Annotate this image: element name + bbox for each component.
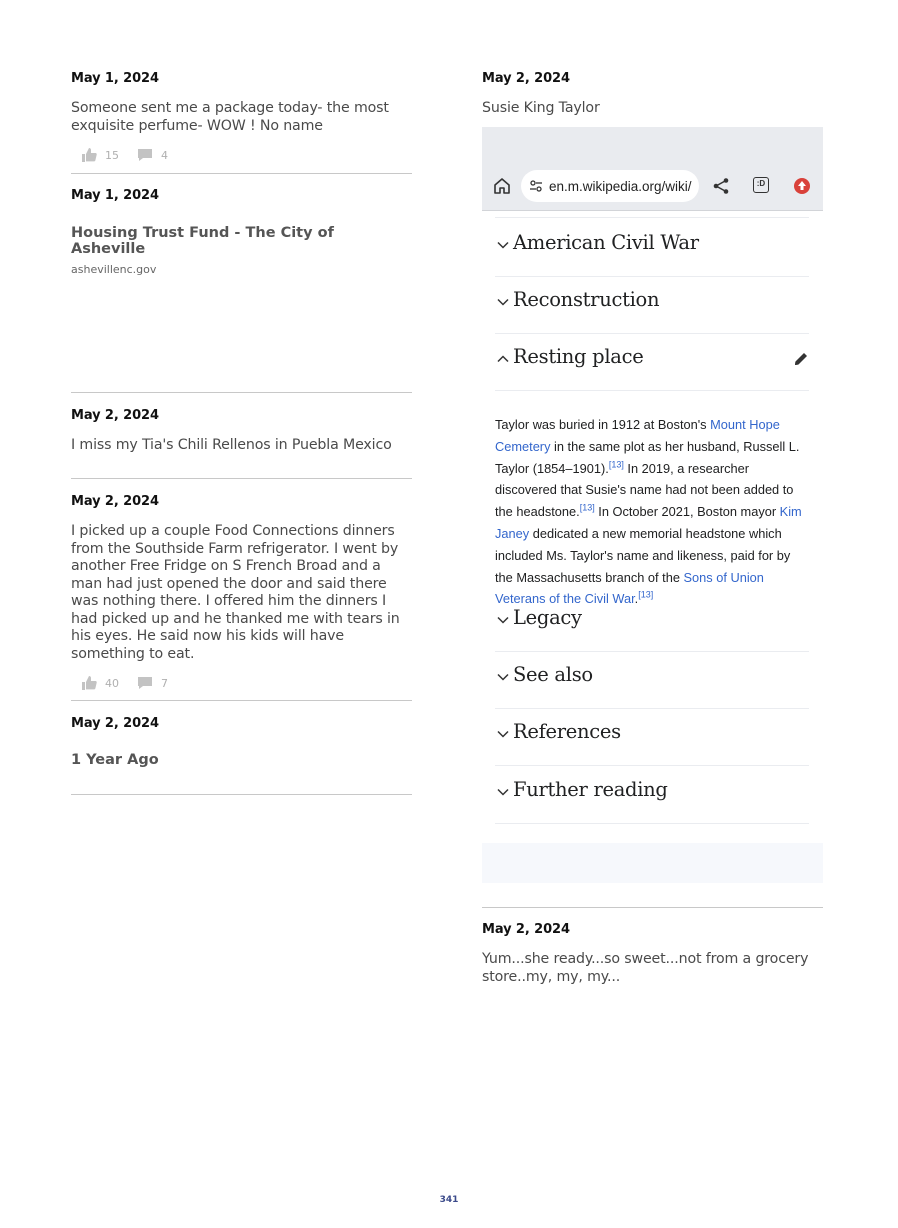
post-perfume — [71, 71, 412, 163]
paragraph-text: In 2019, a researcher discovered that Susie's name had not been added to the headstone. — [495, 460, 794, 520]
post-food-connections — [71, 494, 412, 691]
share-icon[interactable] — [712, 177, 730, 195]
page-number: 341 — [439, 1195, 459, 1205]
comment-icon[interactable] — [137, 675, 153, 691]
section-american-civil-war[interactable] — [495, 219, 809, 277]
post-text: I picked up a couple Food Connections dinners from the Southside Farm refrigerator. I went by another Free Fridge on S French Broad and a man had just opened the door and said there was nothing there. I offered him the dinners I had picked up and he thanked me with tears in his eyes. He said now his kids will have something to eat. — [71, 523, 400, 662]
tune-icon[interactable] — [529, 179, 543, 193]
divider — [71, 392, 412, 393]
post-date: May 2, 2024 — [71, 716, 159, 731]
address-bar[interactable] — [521, 170, 699, 202]
section-see-also[interactable] — [495, 651, 809, 709]
section-further-reading[interactable] — [495, 766, 809, 824]
chevron-down-icon — [497, 239, 509, 251]
link-domain: ashevillenc.gov — [71, 263, 157, 276]
paragraph-text: in the same plot as her husband, Russell L. Taylor (1854–1901). — [495, 438, 800, 476]
post-date: May 2, 2024 — [482, 71, 570, 86]
post-memory — [71, 716, 412, 768]
resting-place-paragraph — [495, 414, 809, 610]
section-title: Resting place — [513, 345, 644, 368]
section-title: Further reading — [513, 778, 668, 801]
chevron-up-icon — [497, 353, 509, 365]
reference-link[interactable]: [13] — [638, 590, 654, 601]
post-date: May 1, 2024 — [71, 71, 159, 86]
link-mount-hope-cemetery[interactable]: Mount Hope Cemetery — [495, 417, 780, 454]
thumbs-up-icon[interactable] — [81, 147, 97, 163]
paragraph-text: . — [634, 591, 639, 607]
post-text: Someone sent me a package today- the most exquisite perfume- WOW ! No name — [71, 100, 389, 134]
section-title: References — [513, 720, 621, 743]
post-date: May 1, 2024 — [71, 188, 159, 203]
browser-toolbar — [482, 127, 823, 211]
link-title[interactable]: Housing Trust Fund - The City of Asheville — [71, 225, 334, 257]
post-yum — [482, 922, 823, 986]
link-title[interactable]: 1 Year Ago — [71, 752, 159, 768]
post-text: I miss my Tia's Chili Rellenos in Puebla Mexico — [71, 437, 392, 453]
chevron-down-icon — [497, 671, 509, 683]
chevron-down-icon — [497, 728, 509, 740]
chevron-down-icon — [497, 786, 509, 798]
like-count: 40 — [105, 676, 119, 690]
post-chili-rellenos — [71, 408, 412, 455]
section-title: See also — [513, 663, 593, 686]
post-date: May 2, 2024 — [71, 408, 159, 423]
post-stats — [81, 147, 412, 163]
divider — [482, 907, 823, 908]
page-footer-band — [482, 843, 823, 883]
chevron-down-icon — [497, 614, 509, 626]
paragraph-text: In October 2021, Boston mayor — [594, 504, 780, 520]
home-icon[interactable] — [493, 177, 511, 195]
section-legacy[interactable] — [495, 594, 809, 652]
paragraph-text: Taylor was buried in 1912 at Boston's — [495, 417, 711, 432]
paragraph-text: dedicated a new memorial headstone which included Ms. Taylor's name and likeness, paid for by the Massachusetts branch of the — [495, 525, 791, 585]
comment-count: 7 — [161, 676, 168, 690]
post-date: May 2, 2024 — [71, 494, 159, 509]
url-text: en.m.wikipedia.org/wiki/ — [549, 178, 692, 194]
divider — [495, 217, 809, 218]
section-reconstruction[interactable] — [495, 276, 809, 334]
like-count: 15 — [105, 148, 119, 162]
upload-icon[interactable] — [793, 177, 811, 195]
link-sons-of-union-veterans[interactable]: Sons of Union Veterans of the Civil War — [495, 569, 764, 607]
post-text: Yum...she ready...so sweet...not from a grocery store..my, my, my... — [482, 951, 809, 985]
section-title: American Civil War — [513, 231, 699, 254]
thumbs-up-icon[interactable] — [81, 675, 97, 691]
section-title: Legacy — [513, 606, 582, 629]
post-date: May 2, 2024 — [482, 922, 570, 937]
post-susie-king-taylor — [482, 71, 823, 118]
comment-count: 4 — [161, 148, 168, 162]
post-housing-link — [71, 188, 412, 276]
divider — [71, 794, 412, 795]
divider — [71, 478, 412, 479]
link-kim-janey[interactable]: Kim Janey — [495, 504, 802, 541]
section-title: Reconstruction — [513, 288, 660, 311]
divider — [71, 173, 412, 174]
section-references[interactable] — [495, 708, 809, 766]
pencil-icon[interactable] — [793, 351, 809, 367]
reference-link[interactable]: [13] — [608, 459, 624, 470]
reference-link[interactable]: [13] — [579, 502, 595, 513]
post-stats — [81, 675, 412, 691]
tabs-icon[interactable]: :D — [753, 177, 769, 193]
wikipedia-screenshot — [482, 127, 823, 883]
section-resting-place[interactable] — [495, 333, 809, 391]
comment-icon[interactable] — [137, 147, 153, 163]
chevron-down-icon — [497, 296, 509, 308]
post-text: Susie King Taylor — [482, 100, 600, 116]
divider — [71, 700, 412, 701]
